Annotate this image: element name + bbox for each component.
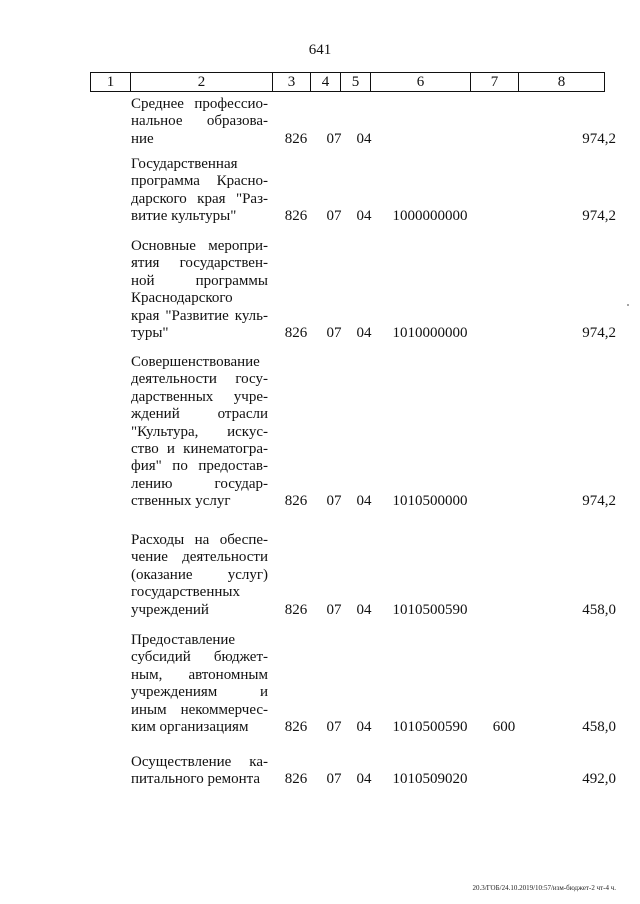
- row-cell-c5: 04: [356, 771, 372, 788]
- column-header-2: 2: [131, 73, 273, 92]
- row-cell-c5: 04: [356, 325, 372, 341]
- row-cell-c4: 07: [326, 771, 342, 788]
- row-cell-c3: 826: [284, 771, 308, 788]
- row-cell-c3: 826: [284, 208, 308, 225]
- scan-speck: [627, 304, 629, 306]
- row-cell-c8: 974,2: [582, 208, 616, 225]
- row-cell-c8: 492,0: [582, 771, 616, 788]
- row-cell-c8: 458,0: [582, 719, 616, 735]
- column-header-5: 5: [341, 73, 371, 92]
- row-cell-c6: 1000000000: [392, 208, 468, 225]
- row-cell-c3: 826: [284, 325, 308, 341]
- row-description: Среднее профессио- нальное образова- ние: [131, 96, 268, 147]
- row-cell-c5: 04: [356, 208, 372, 225]
- row-cell-c8: 974,2: [582, 325, 616, 341]
- column-header-1: 1: [91, 73, 131, 92]
- row-description: Расходы на обеспе- чение деятельности (оказание услуг) государственных учреждений: [131, 532, 268, 618]
- row-cell-c8: 458,0: [582, 601, 616, 618]
- row-cell-c3: 826: [284, 130, 308, 147]
- row-cell-c6: 1010500590: [392, 601, 468, 618]
- column-header-3: 3: [273, 73, 311, 92]
- row-cell-c8: 974,2: [582, 493, 616, 510]
- row-cell-c3: 826: [284, 601, 308, 618]
- column-header-7: 7: [471, 73, 519, 92]
- row-cell-c4: 07: [326, 130, 342, 147]
- column-header-row: [91, 73, 605, 92]
- row-cell-c4: 07: [326, 601, 342, 618]
- row-description: Осуществление ка- питального ремонта: [131, 754, 268, 788]
- column-header-table: [90, 72, 605, 92]
- row-cell-c5: 04: [356, 130, 372, 147]
- row-cell-c4: 07: [326, 208, 342, 225]
- column-header-8: 8: [519, 73, 605, 92]
- row-cell-c3: 826: [284, 493, 308, 510]
- row-cell-c5: 04: [356, 493, 372, 510]
- document-footer-code: 20.3/ГОБ/24.10.2019/10:57/изм-бюджет-2 чт-4 ч.: [472, 884, 616, 892]
- row-cell-c4: 07: [326, 719, 342, 735]
- row-description: Предоставление субсидий бюджет- ным, автономным учреждениям и иным некоммерчес- ким организациям: [131, 632, 268, 736]
- row-cell-c4: 07: [326, 493, 342, 510]
- row-cell-c7: 600: [492, 719, 516, 735]
- row-cell-c8: 974,2: [582, 130, 616, 147]
- row-description: Основные меропри- ятия государствен- ной программы Краснодарского края "Развитие куль- туры": [131, 238, 268, 342]
- row-description: Совершенствование деятельности госу- дарственных учре- ждений отрасли "Культура, искус- ство и кинематогра- фия" по предостав- лению государ- ственных услуг: [131, 354, 268, 510]
- row-cell-c4: 07: [326, 325, 342, 341]
- column-header-6: 6: [371, 73, 471, 92]
- row-cell-c6: 1010500590: [392, 719, 468, 735]
- column-header-4: 4: [311, 73, 341, 92]
- row-description: Государственная программа Красно- дарского края "Раз- витие культуры": [131, 156, 268, 225]
- row-cell-c6: 1010000000: [392, 325, 468, 341]
- page-number: 641: [308, 42, 332, 58]
- row-cell-c3: 826: [284, 719, 308, 735]
- row-cell-c5: 04: [356, 719, 372, 735]
- row-cell-c5: 04: [356, 601, 372, 618]
- row-cell-c6: 1010509020: [392, 771, 468, 788]
- row-cell-c6: 1010500000: [392, 493, 468, 510]
